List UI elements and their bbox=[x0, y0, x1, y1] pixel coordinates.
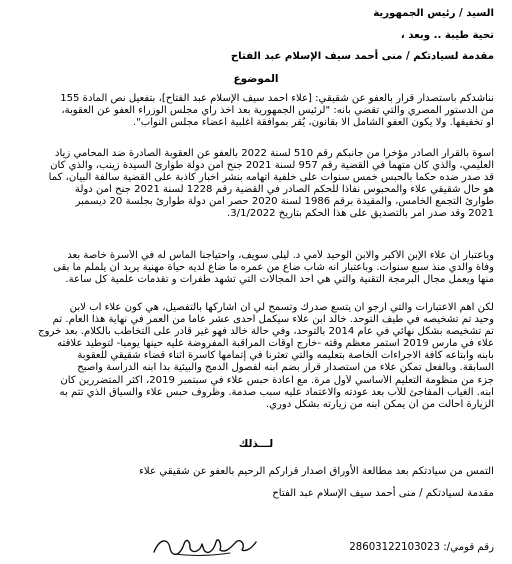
paragraph-4-line: بابنه وابتاعه كافة الاجراءات الخاصة بتعليمه والتي تعثرنا في إتمامها كأسرة أثناء قضاء شقيقي للعقوبة bbox=[77, 350, 494, 362]
paragraph-4-line: جزء من منظومة التعليم الأساسي لأول مرة. مع اعادة حبس علاء في سبتمبر 2019، أكثر المتضررين كان bbox=[60, 374, 494, 386]
paragraph-4-line: علاء في مارس 2019 استمر معظم وقته -خارج أوقات المراقبة المفروضة عليه حينها يوميا- لتوطيد علاقته bbox=[57, 338, 494, 350]
paragraph-2-line: قد صدر ضده حكما بالحبس خمس سنوات على خلفية اتهامه بنشر أخبار كاذبة على القضية سالفة البيان، كما bbox=[48, 172, 494, 184]
paragraph-1-line: من الدستور المصري والتي تقضي بأنه: "لرئيس الجمهورية بعد أخذ رأي مجلس الوزراء العفو عن العقوبة، bbox=[61, 105, 494, 117]
submitted-by-header: مقدمة لسيادتكم / منى أحمد سيف الإسلام عبد الفتاح bbox=[230, 51, 494, 62]
paragraph-1 bbox=[16, 93, 494, 129]
paragraph-4-line: السابقة. وبالفعل تمكن علاء من استصدار قرار بضم ابنه لفصول الدمج والبيئية بدأ ابنه الدراسة واصبح bbox=[77, 362, 494, 374]
therefore-heading: لـــذلك bbox=[238, 438, 274, 450]
paragraph-4-line: ابنه. الغياب المفاجئ للأب بعد عودته والاعتماد عليه سبب صدمة. وظروف حبس علاء والسياق الذي تتم به bbox=[59, 386, 494, 398]
paragraph-2-line: 2021 وقد صدر أمر بالتصديق على هذا الحكم بتاريخ 3/1/2022. bbox=[227, 208, 494, 220]
paragraph-2-line: طوارئ التجمع الخامس، والمقيدة برقم 1986 لسنة 2020 حصر أمن دولة طوارئ بجلسة 20 ديسمبر bbox=[75, 196, 494, 208]
submitted-by-closing: مقدمة لسيادتكم / منى أحمد سيف الإسلام عبد الفتاح bbox=[272, 488, 494, 499]
paragraph-1-line: نناشدكم باستصدار قرار بالعفو عن شقيقي: [علاء أحمد سيف الإسلام عبد الفتاح]، بتفعيل نص المادة 155 bbox=[60, 93, 494, 104]
paragraph-4-line: الزيارة أحالت من أن يمكن ابنه من زيارته بشكل دوري. bbox=[265, 398, 494, 410]
greeting: تحية طيبة .. وبعد ، bbox=[400, 30, 494, 41]
paragraph-2 bbox=[16, 148, 494, 221]
national-id: رقم قومي/: 28603122103023 bbox=[349, 542, 494, 553]
paragraph-3-line: منها ويعمل مجال البرمجة التقنية والتي هي أحد المجالات التي تشهد طفرات و تقدمات علمية كل ساعة. bbox=[65, 274, 494, 286]
paragraph-2-line: هو حال شقيقي علاء والمحبوس نفاذا للحكم الصادر في القضية رقم 1228 لسنة 2021 جنح أمن دولة bbox=[74, 184, 494, 196]
paragraph-3-line: وفاة والدي منذ سبع سنوات. وباعتبار أنه شاب ضاع من عمره ما ضاع لديه حياة مهنية يريد أن يلملم ما بقى bbox=[53, 262, 494, 274]
paragraph-4-line: وحيد تم تشخيصه في طيف التوحد. خالد ابن علاء سيكمل احدى عشر عاما من العمر في نهاية هذا العام. تم bbox=[52, 314, 494, 326]
paragraph-4 bbox=[16, 302, 494, 411]
paragraph-4-line: تم تشخيصه بشكل نهائي في عام 2014 بالتوحد، وفي حالة خالد فهو غير قادر على التخاطب بالكلام. بعد خروج bbox=[38, 326, 494, 338]
paragraph-3 bbox=[16, 250, 494, 286]
paragraph-4-line: لكن أهم الاعتبارات والتي أرجو أن يتسع صدرك وتسمح لي أن أشاركها بالتفصيل، هي كون علاء أب لابن bbox=[69, 302, 494, 313]
paragraph-3-line: وباعتبار أن علاء الإبن الأكبر والابن الوحيد لأمي د. ليلى سويف، واحتياجنا الماس له في الأسرة خاصة بعد bbox=[67, 250, 494, 261]
paragraph-1-line: أو تخفيفها. ولا يكون العفو الشامل الا بقانون، يُقر بموافقة أغلبية أعضاء مجلس النواب". bbox=[132, 117, 494, 129]
paragraph-2-line: أسوة بالقرار الصادر مؤخرا من جانبكم رقم 510 لسنة 2022 بالعفو عن العقوبة الصادرة ضد المحامي زياد bbox=[54, 148, 494, 159]
request-line: التمس من سيادتكم بعد مطالعة الأوراق اصدار قراركم الرحيم بالعفو عن شقيقي علاء bbox=[139, 466, 494, 477]
paragraph-2-line: العليمي، والذي كان متهما في القضية رقم 957 لسنة 2021 جنح أمن دولة طوارئ السيدة زينب، والذي كان bbox=[50, 160, 494, 172]
signature-image bbox=[150, 530, 260, 560]
addressee: السيد / رئيس الجمهورية bbox=[373, 8, 494, 19]
subject-title: الموضوع bbox=[233, 73, 279, 85]
